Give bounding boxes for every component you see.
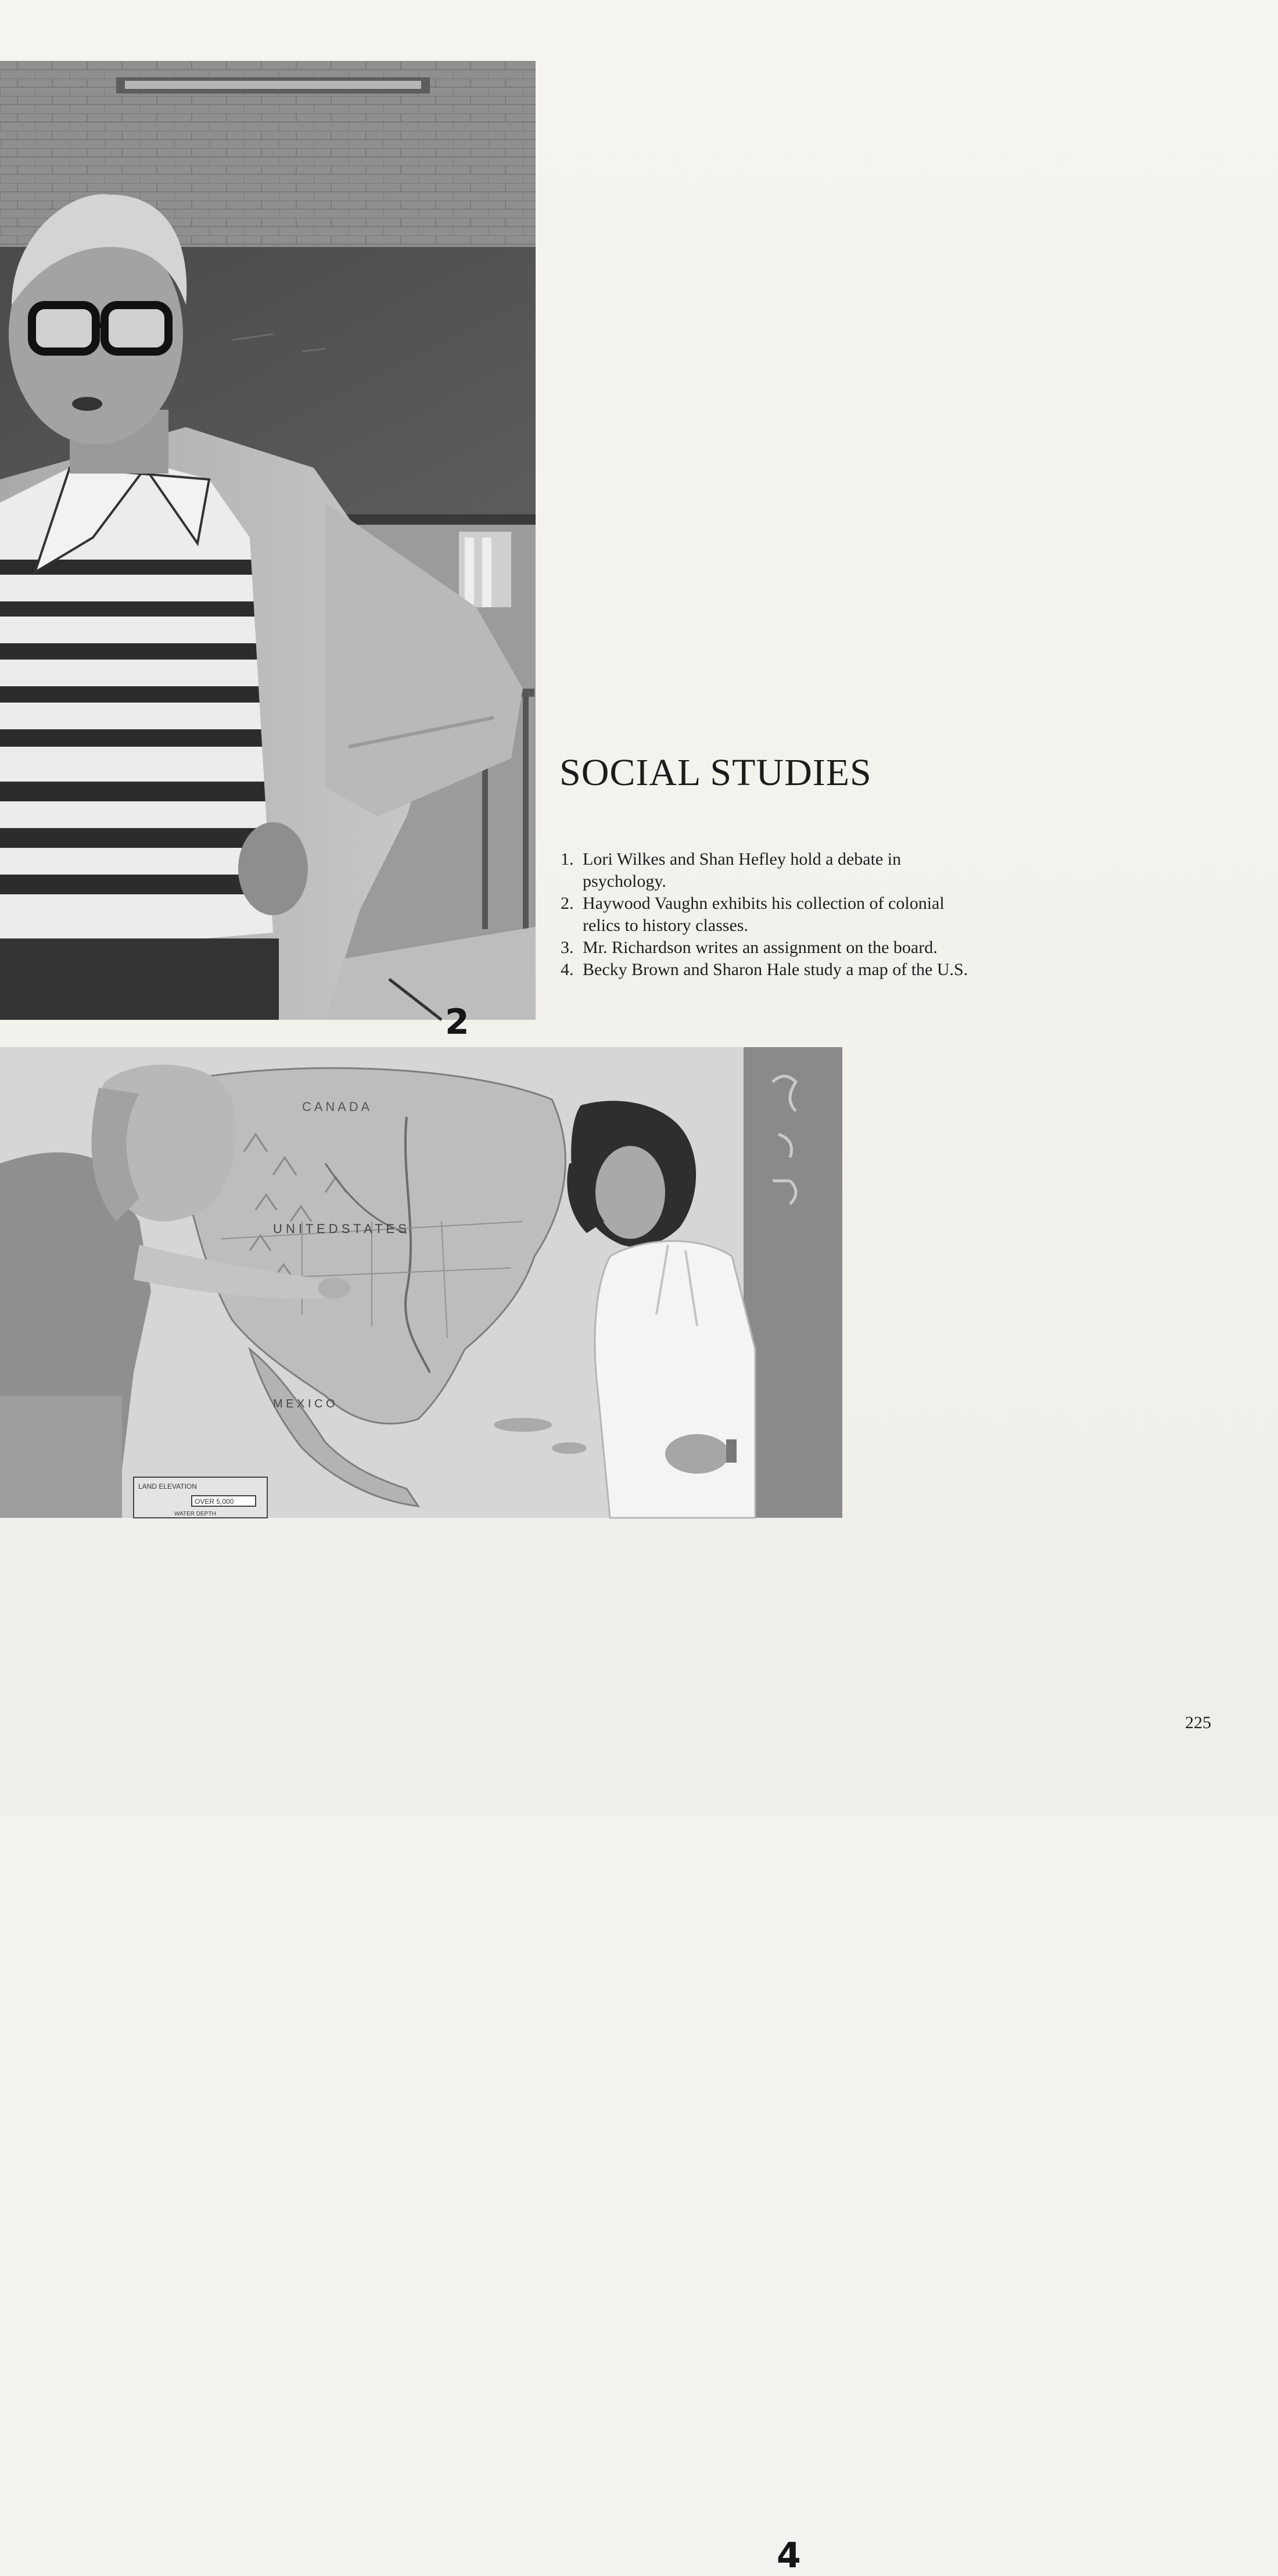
photo-number-2: 2	[445, 1002, 469, 1042]
section-title: SOCIAL STUDIES	[559, 751, 872, 794]
caption-text: Mr. Richardson writes an assignment on the board.	[583, 938, 938, 957]
caption-item	[561, 848, 979, 893]
map-legend-over: OVER 5,000	[195, 1497, 234, 1506]
caption-list	[561, 848, 979, 981]
caption-number: 4.	[561, 960, 574, 979]
caption-item	[561, 893, 979, 937]
map-legend-water: WATER DEPTH	[174, 1511, 216, 1517]
photo-map-illustration	[0, 1047, 842, 1518]
map-legend-title: LAND ELEVATION	[138, 1482, 197, 1491]
map-label-united-states: U N I T E D S T A T E S	[273, 1221, 407, 1236]
caption-number: 3.	[561, 938, 574, 957]
photo-teacher-portrait	[0, 61, 536, 1042]
caption-text: Haywood Vaughn exhibits his collection of colonial relics to history classes.	[583, 894, 945, 935]
map-label-mexico: M E X I C O	[273, 1398, 335, 1410]
caption-number: 2.	[561, 894, 574, 913]
caption-text: Becky Brown and Sharon Hale study a map of the U.S.	[583, 960, 968, 979]
map-label-canada: C A N A D A	[302, 1099, 370, 1114]
photo-teacher-illustration	[0, 61, 536, 1020]
page-number: 225	[1185, 1713, 1211, 1732]
photo-students-map	[0, 1047, 842, 2576]
photo-number-4: 4	[777, 2535, 801, 2576]
caption-number: 1.	[561, 850, 574, 869]
caption-item	[561, 937, 979, 959]
caption-text: Lori Wilkes and Shan Hefley hold a debate in psychology.	[583, 850, 902, 891]
caption-item	[561, 959, 979, 981]
